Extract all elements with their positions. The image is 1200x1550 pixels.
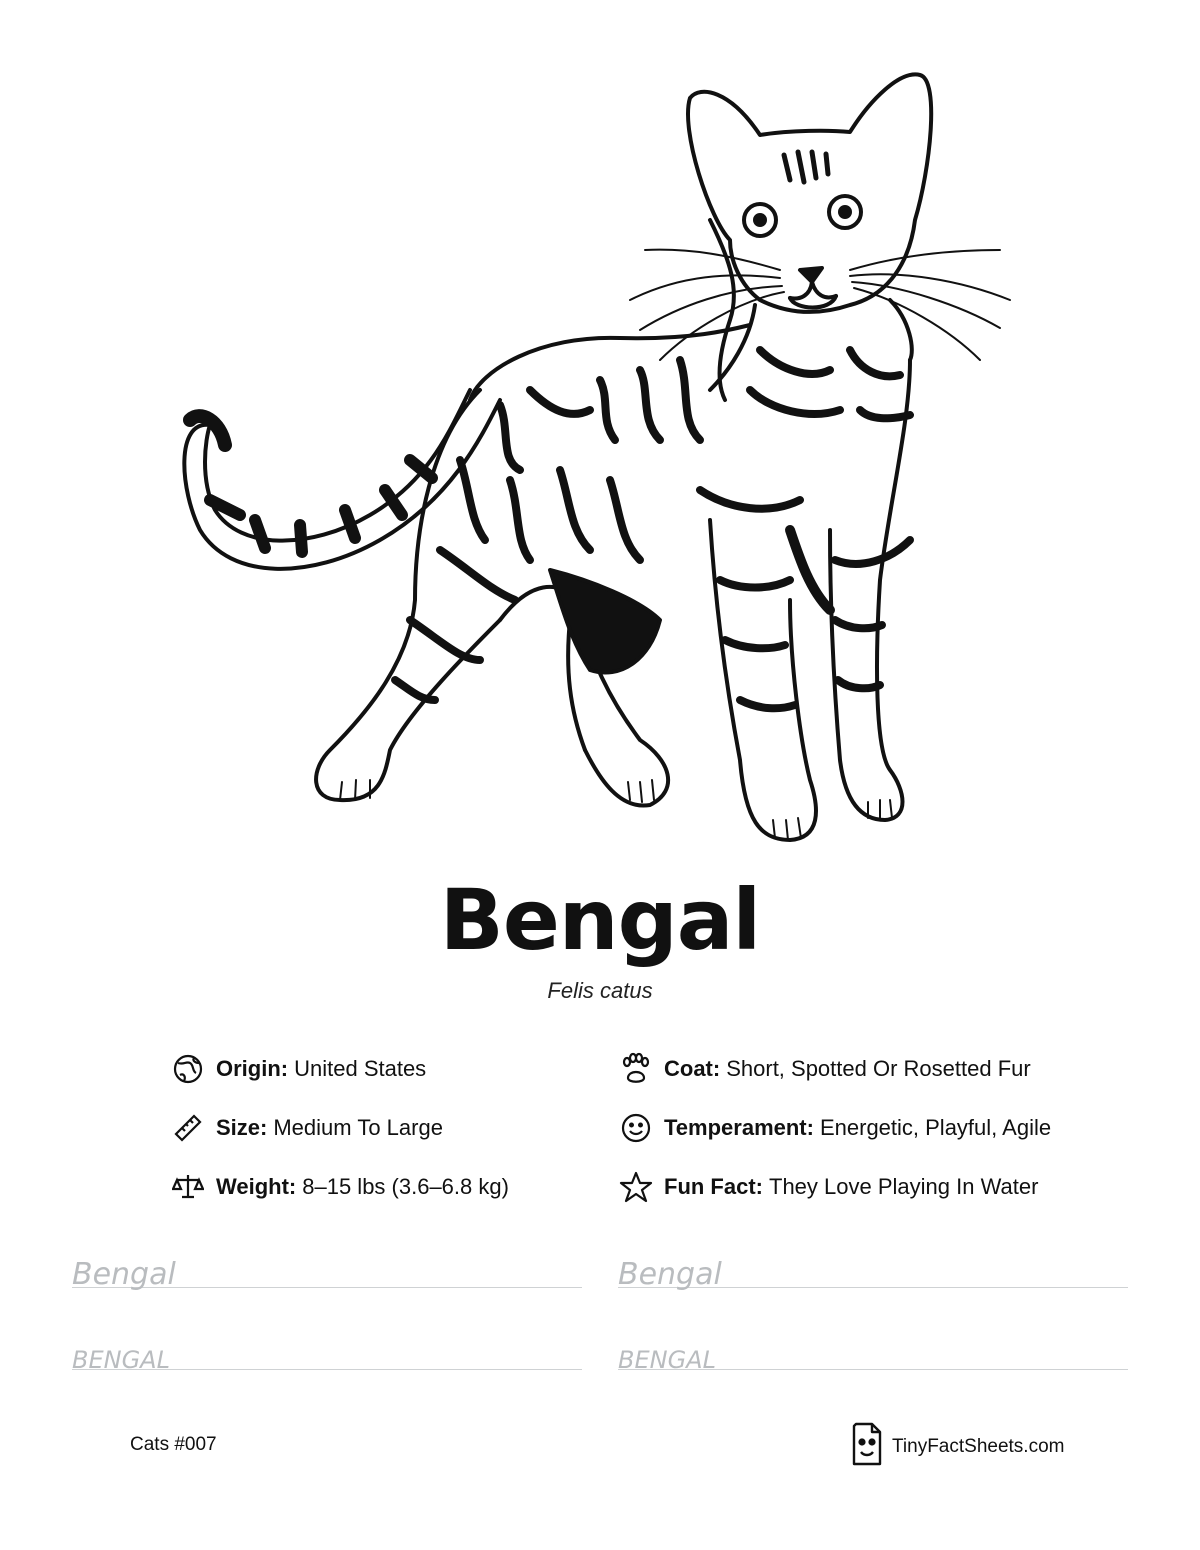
- series-number: Cats #007: [130, 1434, 217, 1455]
- fact-coat: [618, 1050, 1031, 1088]
- tracing-word: BENGAL: [72, 1346, 170, 1374]
- fact-temperament: [618, 1109, 1051, 1147]
- logo-icon: [850, 1420, 884, 1473]
- scale-icon: [170, 1169, 206, 1205]
- ruler-icon: [170, 1110, 206, 1146]
- fact-label: Weight:: [216, 1174, 297, 1199]
- fact-value: United States: [294, 1056, 427, 1081]
- tracing-word: Bengal: [72, 1257, 176, 1292]
- star-icon: [618, 1169, 654, 1205]
- site-name: TinyFactSheets.com: [892, 1435, 1065, 1457]
- site-branding: [850, 1420, 1064, 1473]
- fact-value: Short, Spotted Or Rosetted Fur: [726, 1056, 1031, 1081]
- fact-label: Origin:: [216, 1056, 289, 1081]
- tracing-line-lower-right: [618, 1240, 1128, 1290]
- tracing-word: BENGAL: [618, 1346, 716, 1374]
- fact-size: [170, 1109, 443, 1147]
- page-title: Bengal: [439, 871, 761, 969]
- fact-value: Energetic, Playful, Agile: [819, 1115, 1052, 1140]
- fact-value: They Love Playing In Water: [769, 1174, 1039, 1199]
- tracing-line-lower-left: [72, 1240, 582, 1290]
- smile-icon: [618, 1110, 654, 1146]
- scientific-name: Felis catus: [547, 978, 653, 1003]
- fact-value: 8–15 lbs (3.6–6.8 kg): [302, 1174, 509, 1199]
- fact-label: Fun Fact:: [664, 1174, 763, 1199]
- fact-weight: [170, 1168, 509, 1206]
- fact-value: Medium To Large: [273, 1115, 443, 1140]
- paw-icon: [618, 1051, 654, 1087]
- fact-origin: [170, 1050, 426, 1088]
- tracing-word: Bengal: [618, 1257, 722, 1292]
- tracing-line-upper-right: [618, 1322, 1128, 1372]
- fact-label: Temperament:: [664, 1115, 814, 1140]
- fact-label: Coat:: [664, 1056, 721, 1081]
- tracing-line-upper-left: [72, 1322, 582, 1372]
- fact-label: Size:: [216, 1115, 268, 1140]
- bengal-cat-illustration: [170, 60, 1030, 880]
- globe-icon: [170, 1051, 206, 1087]
- fact-fun-fact: [618, 1168, 1038, 1206]
